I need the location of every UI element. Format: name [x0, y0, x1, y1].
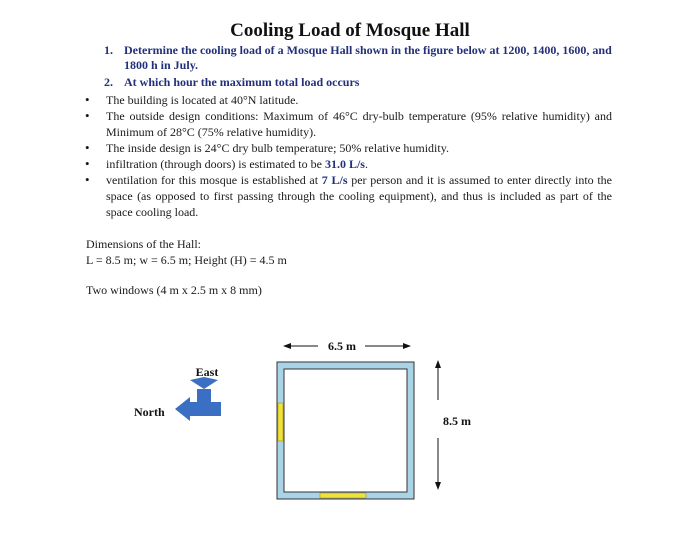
task-text: Determine the cooling load of a Mosque Hall shown in the figure below at 1200, 1400, 1600, and 1800 h in July. [124, 43, 612, 72]
task-text: At which hour the maximum total load occurs [124, 75, 360, 89]
windows-spec: Two windows (4 m x 2.5 m x 8 mm) [86, 283, 262, 297]
north-arrowhead [175, 397, 190, 421]
hall-plan [277, 362, 414, 499]
dimensions-values: L = 8.5 m; w = 6.5 m; Height (H) = 4.5 m [86, 253, 287, 267]
bullet-dot: • [85, 156, 90, 171]
bullet-ventilation: • ventilation for this mosque is established at 7 L/s per person and it is assumed to enter directly into the space (as opposed to first passing through the cooling equipment), and thus is included as part of the space cooling load. [85, 172, 613, 219]
bullet-infiltration: • infiltration (through doors) is estimated to be 31.0 L/s. [85, 156, 368, 171]
task-number: 1. [104, 43, 113, 57]
bullet-dot: • [85, 92, 90, 107]
bullet-latitude: • The building is located at 40°N latitude. [85, 92, 299, 107]
ventilation-value: 7 L/s [321, 173, 348, 187]
bullet-outside-design: • The outside design conditions: Maximum of 46°C dry-bulb temperature (95% relative humidity) and Minimum of 28°C (75% relative humidity). [85, 108, 612, 139]
compass-crossbar [189, 402, 221, 416]
hall-interior [284, 369, 407, 492]
arrow-down-icon [435, 482, 441, 490]
bullet-dot: • [85, 108, 90, 123]
length-dimension [435, 360, 471, 490]
width-dimension [283, 339, 411, 353]
compass-north-label: North [134, 405, 165, 419]
dimensions-heading: Dimensions of the Hall: [86, 237, 201, 251]
infiltration-value: 31.0 L/s [324, 157, 365, 171]
length-label: 8.5 m [443, 414, 471, 428]
task-number: 2. [104, 75, 113, 89]
compass-east-label: East [195, 365, 219, 379]
bullet-inside-design: • The inside design is 24°C dry bulb temperature; 50% relative humidity. [85, 140, 449, 155]
width-label: 6.5 m [328, 339, 356, 353]
compass-icon [134, 365, 221, 421]
window-south [320, 493, 366, 498]
window-west [278, 403, 283, 441]
bullet-dot: • [85, 140, 90, 155]
arrow-up-icon [435, 360, 441, 368]
arrow-left-icon [283, 343, 291, 349]
page-title: Cooling Load of Mosque Hall [230, 20, 470, 41]
arrow-right-icon [403, 343, 411, 349]
bullet-dot: • [85, 172, 90, 187]
